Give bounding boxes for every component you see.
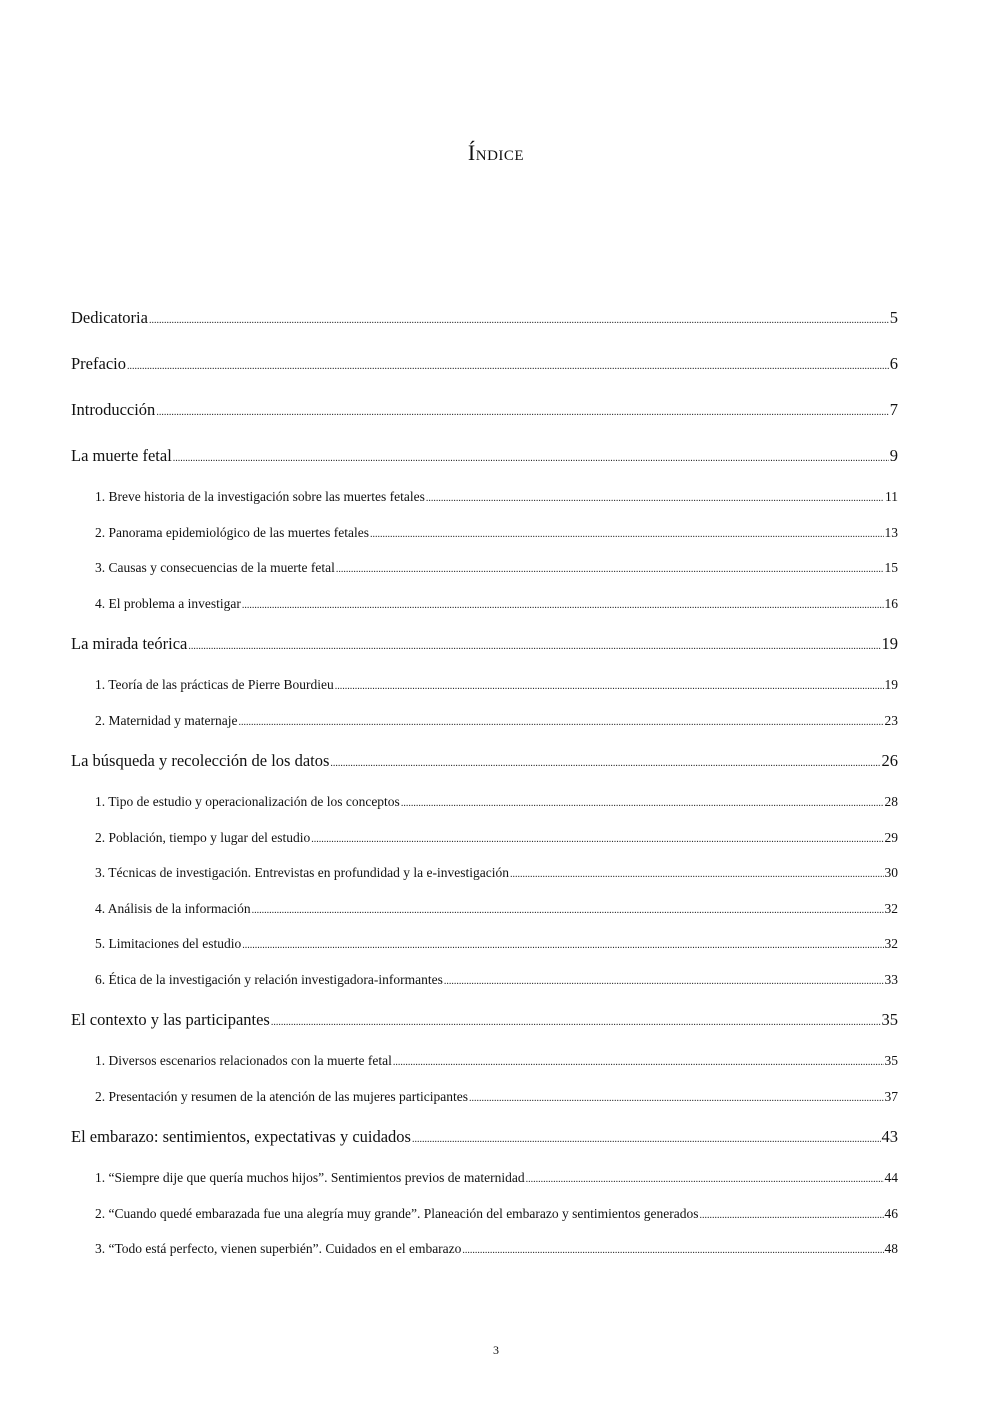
toc-section-entry[interactable]: [71, 1048, 898, 1084]
toc-section-entry[interactable]: [71, 520, 898, 556]
toc-entry-page: 32: [884, 936, 898, 951]
dot-leader: [510, 860, 884, 888]
toc-section-entry[interactable]: [71, 896, 898, 932]
toc-entry-label: El embarazo: sentimientos, expectativas y cuidados: [71, 1127, 411, 1146]
dot-leader: [526, 1165, 884, 1193]
dot-leader: [462, 1236, 883, 1264]
dot-leader: [238, 708, 883, 736]
dot-leader: [412, 1119, 881, 1158]
toc-entry-page: 7: [889, 400, 898, 419]
toc-entry-label: 4. Análisis de la información: [95, 900, 251, 916]
toc-entry-label: 2. “Cuando quedé embarazada fue una alegría muy grande”. Planeación del embarazo y sentimientos generados: [95, 1205, 699, 1221]
toc-section-entry[interactable]: [71, 555, 898, 591]
dot-leader: [252, 896, 884, 924]
toc-entry-page: 35: [881, 1010, 898, 1029]
dot-leader: [469, 1084, 884, 1112]
toc-section-entry[interactable]: [71, 860, 898, 896]
toc-entry-label: Dedicatoria: [71, 308, 148, 327]
toc-chapter-entry[interactable]: [71, 626, 898, 672]
toc-chapter-entry[interactable]: [71, 743, 898, 789]
dot-leader: [149, 300, 889, 339]
toc-entry-label: Prefacio: [71, 354, 126, 373]
toc-entry-label: 1. Diversos escenarios relacionados con la muerte fetal: [95, 1053, 392, 1068]
dot-leader: [242, 591, 884, 619]
toc-entry-label: 2. Maternidad y maternaje: [95, 712, 238, 728]
toc-section-entry[interactable]: [71, 484, 898, 520]
toc-section-entry[interactable]: [71, 967, 898, 1003]
toc-entry-page: 9: [889, 446, 898, 465]
toc-entry-label: 3. “Todo está perfecto, vienen superbién”. Cuidados en el embarazo: [95, 1241, 462, 1256]
toc-section-entry[interactable]: [71, 931, 898, 967]
toc-entry-label: La búsqueda y recolección de los datos: [71, 751, 330, 770]
toc-entry-page: 33: [884, 971, 898, 987]
toc-chapter-entry[interactable]: [71, 300, 898, 346]
toc-chapter-entry[interactable]: [71, 438, 898, 484]
toc-entry-label: 2. Presentación y resumen de la atención de las mujeres participantes: [95, 1088, 468, 1104]
toc-entry-page: 26: [881, 751, 898, 770]
page-number: 3: [493, 1343, 499, 1357]
toc-entry-label: El contexto y las participantes: [71, 1010, 270, 1029]
dot-leader: [330, 743, 880, 782]
toc-entry-page: 28: [884, 794, 898, 809]
dot-leader: [188, 626, 880, 665]
toc-section-entry[interactable]: [71, 1084, 898, 1120]
toc-entry-page: 48: [884, 1241, 898, 1256]
toc-entry-page: 46: [884, 1205, 898, 1221]
toc-entry-page: 32: [884, 900, 898, 916]
toc-entry-label: 2. Población, tiempo y lugar del estudio: [95, 829, 311, 845]
toc-entry-page: 37: [884, 1088, 898, 1104]
toc-entry-page: 15: [884, 560, 898, 575]
toc-section-entry[interactable]: [71, 825, 898, 861]
dot-leader: [156, 392, 888, 431]
table-of-contents: [71, 300, 898, 1272]
dot-leader: [426, 484, 884, 512]
dot-leader: [336, 555, 884, 583]
toc-section-entry[interactable]: [71, 672, 898, 708]
toc-chapter-entry[interactable]: [71, 392, 898, 438]
dot-leader: [173, 438, 889, 477]
toc-entry-label: 1. “Siempre dije que quería muchos hijos”. Sentimientos previos de maternidad: [95, 1170, 525, 1185]
toc-entry-page: 5: [889, 308, 898, 327]
toc-entry-page: 44: [884, 1170, 898, 1185]
toc-entry-page: 23: [884, 712, 898, 728]
toc-entry-label: 1. Teoría de las prácticas de Pierre Bourdieu: [95, 677, 334, 692]
toc-entry-label: 3. Causas y consecuencias de la muerte fetal: [95, 560, 335, 575]
page-title: Índice: [467, 140, 525, 165]
toc-entry-label: La mirada teórica: [71, 634, 188, 653]
toc-entry-label: Introducción: [71, 400, 156, 419]
toc-entry-page: 19: [884, 677, 898, 692]
toc-entry-page: 35: [884, 1053, 898, 1068]
dot-leader: [401, 789, 884, 817]
dot-leader: [444, 967, 884, 995]
dot-leader: [311, 825, 883, 853]
toc-entry-label: 2. Panorama epidemiológico de las muertes fetales: [95, 524, 370, 540]
toc-entry-label: 4. El problema a investigar: [95, 595, 241, 611]
toc-chapter-entry[interactable]: [71, 1119, 898, 1165]
toc-entry-page: 29: [884, 829, 898, 845]
toc-section-entry[interactable]: [71, 1201, 898, 1237]
toc-chapter-entry[interactable]: [71, 346, 898, 392]
toc-entry-label: 1. Breve historia de la investigación sobre las muertes fetales: [95, 489, 425, 504]
toc-entry-page: 30: [884, 865, 898, 880]
toc-entry-page: 6: [889, 354, 898, 373]
toc-entry-label: 5. Limitaciones del estudio: [95, 936, 242, 951]
dot-leader: [127, 346, 889, 385]
toc-section-entry[interactable]: [71, 708, 898, 744]
toc-entry-label: 3. Técnicas de investigación. Entrevistas en profundidad y la e-investigación: [95, 865, 509, 880]
dot-leader: [335, 672, 884, 700]
dot-leader: [700, 1201, 884, 1229]
toc-entry-page: 11: [885, 489, 898, 504]
toc-entry-label: La muerte fetal: [71, 446, 172, 465]
toc-entry-page: 13: [884, 524, 898, 540]
toc-section-entry[interactable]: [71, 789, 898, 825]
toc-entry-page: 19: [881, 634, 898, 653]
dot-leader: [271, 1002, 881, 1041]
dot-leader: [370, 520, 883, 548]
toc-chapter-entry[interactable]: [71, 1002, 898, 1048]
toc-entry-label: 1. Tipo de estudio y operacionalización de los conceptos: [95, 794, 400, 809]
toc-section-entry[interactable]: [71, 591, 898, 627]
toc-section-entry[interactable]: [71, 1236, 898, 1272]
toc-entry-label: 6. Ética de la investigación y relación investigadora-informantes: [95, 971, 443, 987]
dot-leader: [242, 931, 883, 959]
toc-entry-page: 16: [884, 595, 898, 611]
dot-leader: [393, 1048, 884, 1076]
toc-section-entry[interactable]: [71, 1165, 898, 1201]
toc-entry-page: 43: [881, 1127, 898, 1146]
